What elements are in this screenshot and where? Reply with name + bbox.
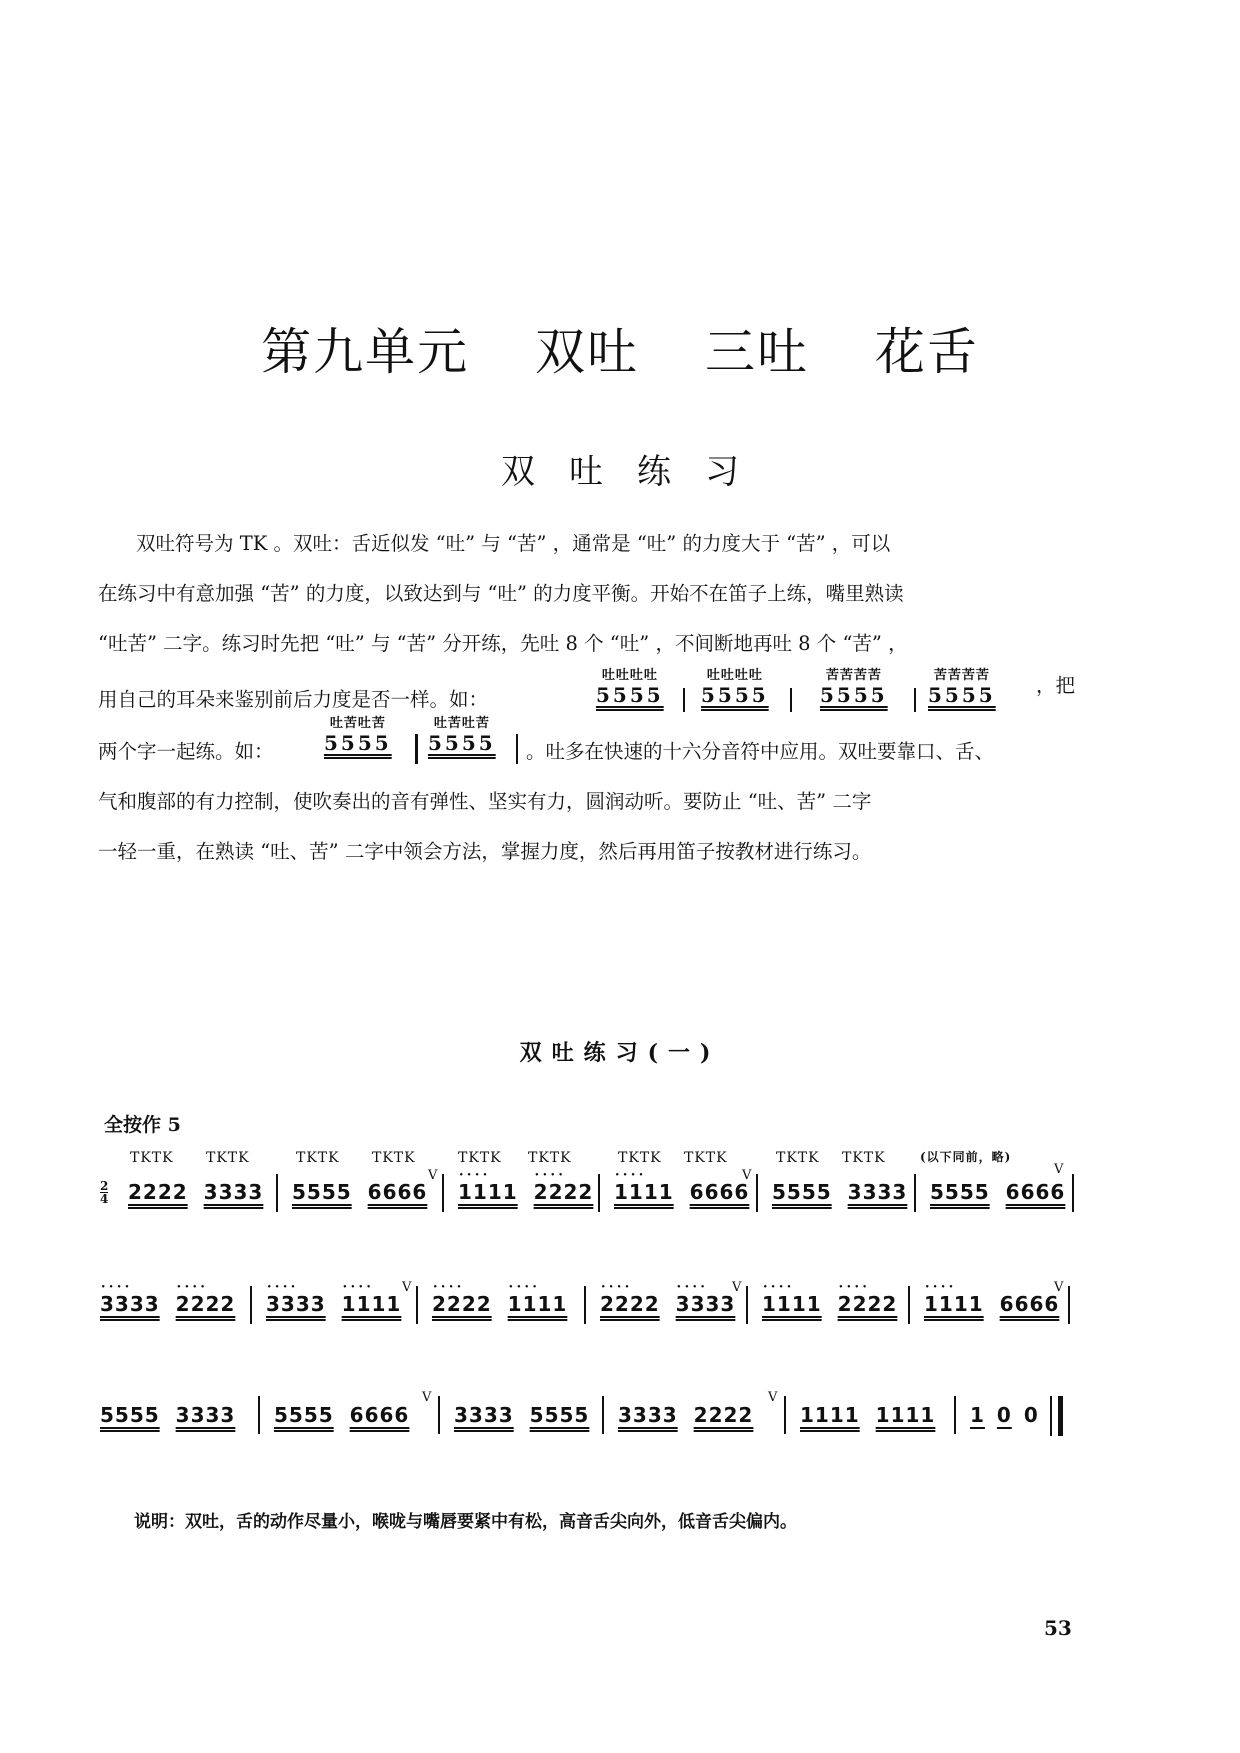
note-group: 5555	[292, 1180, 352, 1204]
paragraph-line: 一轻一重，在熟读 “吐、苦” 二字中领会方法，掌握力度，然后再用笛子按教材进行练习。	[98, 840, 872, 863]
measure	[930, 1180, 1065, 1204]
note-group: 2222	[693, 1403, 754, 1427]
measure	[762, 1292, 897, 1316]
measure	[266, 1292, 401, 1316]
example-syllables: 吐吐吐吐	[706, 668, 763, 683]
example-group	[324, 712, 392, 755]
unit-title	[0, 312, 1240, 384]
paragraph-line: 气和腹部的有力控制，使吹奏出的音有弹性、坚实有力，圆润动听。要防止 “吐、苦” 二字	[98, 790, 872, 813]
bar-line	[914, 688, 916, 712]
tonguing: TKTK	[206, 1150, 250, 1166]
tonguing: TKTK	[296, 1150, 340, 1166]
measure	[432, 1292, 567, 1316]
bar-line	[258, 1396, 260, 1434]
bar-line	[276, 1174, 278, 1212]
note-group: • • • • 1111	[924, 1292, 984, 1316]
measure	[458, 1180, 593, 1204]
tonguing-note: (以下同前，略)	[920, 1150, 1012, 1164]
note-group: 5555	[100, 1403, 160, 1427]
note-group: 6666	[349, 1403, 410, 1427]
note-group: 6666	[689, 1180, 750, 1204]
note-group: 6666	[367, 1180, 428, 1204]
note-group: 5555	[930, 1180, 990, 1204]
example-group	[701, 664, 769, 707]
breath-mark: V	[732, 1280, 742, 1295]
note-group: • • • • 1111	[762, 1292, 822, 1316]
note-group: 5555	[274, 1403, 334, 1427]
breath-mark: V	[768, 1390, 778, 1405]
section-title: 双吐练习	[501, 452, 773, 492]
example-notes: 5555	[596, 683, 664, 707]
tonguing: TKTK	[842, 1150, 886, 1166]
note-group: 6666	[1005, 1180, 1066, 1204]
tonguing: TKTK	[372, 1150, 416, 1166]
breath-mark: V	[422, 1390, 432, 1405]
time-signature-top: 2	[100, 1179, 109, 1193]
note-group: • • • • 2222	[534, 1180, 594, 1204]
note-group: 1111	[800, 1403, 860, 1427]
measure	[800, 1403, 935, 1427]
note-group: • • • • 1111	[458, 1180, 518, 1204]
tonguing: TKTK	[618, 1150, 662, 1166]
measure	[100, 1292, 235, 1316]
example-syllables: 吐吐吐吐	[601, 668, 658, 683]
time-signature-bottom: 4	[100, 1192, 109, 1206]
bar-line	[914, 1174, 916, 1212]
bar-line	[438, 1396, 440, 1434]
note-group: • • • • 1111	[508, 1292, 568, 1316]
bar-line	[1050, 1396, 1052, 1436]
paragraph-line: 双吐符号为 TK 。双吐：舌近似发 “吐” 与 “苦” ，通常是 “吐” 的力度大于 “苦” ，可以	[136, 532, 891, 555]
bar-line	[442, 1174, 444, 1212]
unit-title-part: 花舌	[874, 323, 979, 381]
example-group	[820, 664, 888, 707]
measure	[128, 1180, 263, 1204]
note-group: 3333	[454, 1403, 514, 1427]
breath-mark: V	[428, 1168, 438, 1183]
tonguing: TKTK	[130, 1150, 174, 1166]
note-group: 2222	[128, 1180, 188, 1204]
paragraph-line: 用自己的耳朵来鉴别前后力度是否一样。如：	[98, 688, 489, 711]
example-syllables: 吐苦吐苦	[433, 716, 490, 731]
example-group	[596, 664, 664, 707]
note-group: • • • • 3333	[100, 1292, 160, 1316]
bar-line	[250, 1286, 252, 1324]
note-group: 3333	[847, 1180, 908, 1204]
example-group	[428, 712, 496, 755]
explanation-note: 说明：双吐，舌的动作尽量小，喉咙与嘴唇要紧中有松，高音舌尖向外，低音舌尖偏内。	[134, 1512, 797, 1532]
note-group: • • • • 2222	[600, 1292, 660, 1316]
unit-title-part: 双吐	[535, 323, 640, 381]
measure	[924, 1292, 1059, 1316]
example-syllables: 吐苦吐苦	[329, 716, 386, 731]
note-group: • • • • 2222	[176, 1292, 236, 1316]
note-group: 5555	[772, 1180, 832, 1204]
note-group: 3333	[203, 1180, 264, 1204]
bar-line	[516, 734, 518, 764]
bar-line	[416, 1286, 418, 1324]
tonguing: TKTK	[528, 1150, 572, 1166]
measure	[618, 1403, 753, 1427]
unit-title-part: 第九单元	[261, 323, 470, 381]
example-notes: 5555	[820, 683, 888, 707]
breath-mark: V	[402, 1280, 412, 1295]
note: 0	[1023, 1403, 1039, 1427]
note-group: • • • • 3333	[266, 1292, 326, 1316]
example-syllables: 苦苦苦苦	[933, 668, 990, 683]
note-group: 3333	[175, 1403, 236, 1427]
tonguing: TKTK	[776, 1150, 820, 1166]
fingering-label: 全按作 5	[104, 1114, 181, 1136]
paragraph-line: 。吐多在快速的十六分音符中应用。双吐要靠口、舌、	[526, 740, 995, 763]
measure	[970, 1403, 1039, 1427]
breath-mark: V	[1054, 1280, 1064, 1295]
note-group: • • • • 1111	[342, 1292, 402, 1316]
measure	[100, 1403, 235, 1427]
paragraph-line: “吐苦” 二字。练习时先把 “吐” 与 “苦” 分开练，先吐 8 个 “吐” ，不间断地再吐 8 个 “苦” ，	[98, 632, 908, 655]
tonguing: TKTK	[458, 1150, 502, 1166]
measure	[600, 1292, 735, 1316]
bar-line	[908, 1286, 910, 1324]
example-notes: 5555	[324, 731, 392, 755]
example-syllables: 苦苦苦苦	[825, 668, 882, 683]
bar-line	[1072, 1174, 1074, 1212]
bar-line	[954, 1396, 956, 1434]
bar-line	[784, 1396, 786, 1434]
example-notes: 5555	[928, 683, 996, 707]
example-notes: 5555	[428, 731, 496, 755]
note-group: • • • • 1111	[614, 1180, 674, 1204]
bar-line	[1068, 1286, 1070, 1324]
measure	[274, 1403, 409, 1427]
measure	[772, 1180, 907, 1204]
paragraph-line: ，把	[1036, 674, 1076, 697]
measure	[454, 1403, 589, 1427]
page-number: 53	[1044, 1616, 1072, 1640]
bar-line	[746, 1286, 748, 1324]
example-notes: 5555	[701, 683, 769, 707]
note: 1	[970, 1403, 985, 1427]
bar-line	[415, 734, 418, 764]
exercise-title: 双吐练习(一)	[519, 1040, 721, 1066]
tonguing: TKTK	[684, 1150, 728, 1166]
note-group: • • • • 2222	[432, 1292, 492, 1316]
bar-line	[602, 1396, 604, 1434]
breath-mark: V	[742, 1168, 752, 1183]
time-signature	[100, 1180, 108, 1205]
unit-title-part: 三吐	[704, 323, 809, 381]
paragraph-line: 两个字一起练。如：	[98, 740, 274, 763]
measure	[614, 1180, 749, 1204]
example-group	[928, 664, 996, 707]
bar-line	[598, 1174, 600, 1212]
note-group: • • • • 3333	[676, 1292, 736, 1316]
note-group: 6666	[999, 1292, 1060, 1316]
note-group: 1111	[875, 1403, 936, 1427]
note-group: 3333	[618, 1403, 678, 1427]
note: 0	[996, 1403, 1012, 1427]
bar-line	[584, 1286, 586, 1324]
bar-line	[683, 688, 685, 712]
bar-line	[756, 1174, 758, 1212]
final-bar-line	[1058, 1396, 1063, 1436]
note-group: 5555	[529, 1403, 590, 1427]
note-group: • • • • 2222	[838, 1292, 898, 1316]
measure	[292, 1180, 427, 1204]
paragraph-line: 在练习中有意加强 “苦” 的力度，以致达到与 “吐” 的力度平衡。开始不在笛子上练，嘴里熟读	[98, 582, 904, 605]
breath-mark: V	[1054, 1162, 1064, 1177]
bar-line	[790, 688, 792, 712]
